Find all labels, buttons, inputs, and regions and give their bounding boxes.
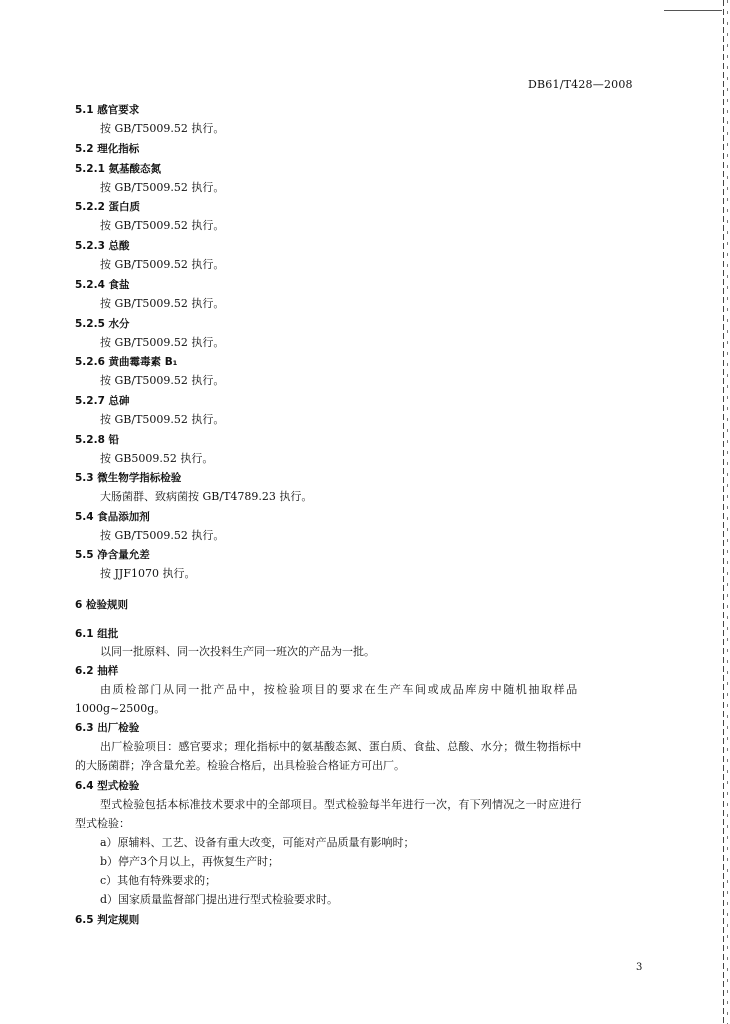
heading-5-2-6: 5.2.6 黄曲霉毒素 B₁ — [75, 356, 178, 368]
body-5-2-6: 按 GB/T5009.52 执行。 — [100, 374, 225, 387]
body-5-5: 按 JJF1070 执行。 — [100, 567, 196, 580]
body-6-4-line2: 型式检验： — [75, 817, 130, 830]
body-5-2-4: 按 GB/T5009.52 执行。 — [100, 297, 225, 310]
heading-6-1: 6.1 组批 — [75, 628, 119, 640]
page-edge-scan-mark — [723, 0, 724, 1024]
list-item-d: d）国家质量监督部门提出进行型式检验要求时。 — [100, 893, 339, 906]
heading-5-2-5: 5.2.5 水分 — [75, 318, 130, 330]
heading-5-5: 5.5 净含量允差 — [75, 549, 150, 561]
heading-6: 6 检验规则 — [75, 599, 128, 611]
body-5-3: 大肠菌群、致病菌按 GB/T4789.23 执行。 — [100, 490, 313, 503]
heading-5-2-2: 5.2.2 蛋白质 — [75, 201, 141, 213]
heading-5-2-3: 5.2.3 总酸 — [75, 240, 130, 252]
heading-5-1: 5.1 感官要求 — [75, 104, 140, 116]
body-5-2-2: 按 GB/T5009.52 执行。 — [100, 219, 225, 232]
top-rule — [664, 10, 722, 11]
heading-6-3: 6.3 出厂检验 — [75, 722, 140, 734]
page-edge-scan-mark-2 — [727, 0, 728, 1024]
body-6-2-line2: 1000g~2500g。 — [75, 702, 166, 715]
body-6-3-line1: 出厂检验项目：感官要求；理化指标中的氨基酸态氮、蛋白质、食盐、总酸、水分；微生物指标中 — [100, 740, 582, 753]
body-5-2-7: 按 GB/T5009.52 执行。 — [100, 413, 225, 426]
heading-5-4: 5.4 食品添加剂 — [75, 511, 150, 523]
body-6-2-line1: 由质检部门从同一批产品中，按检验项目的要求在生产车间或成品库房中随机抽取样品 — [100, 683, 579, 696]
list-item-b: b）停产3个月以上，再恢复生产时； — [100, 855, 280, 868]
body-6-4-line1: 型式检验包括本标准技术要求中的全部项目。型式检验每半年进行一次，有下列情况之一时应进行 — [100, 798, 582, 811]
doc-id-header: DB61/T428—2008 — [528, 78, 633, 91]
heading-5-2-8: 5.2.8 铅 — [75, 434, 120, 446]
body-5-4: 按 GB/T5009.52 执行。 — [100, 529, 225, 542]
body-6-1: 以同一批原料、同一次投料生产同一班次的产品为一批。 — [100, 645, 375, 658]
list-item-c: c）其他有特殊要求的； — [100, 874, 217, 887]
body-6-3-line2: 的大肠菌群；净含量允差。检验合格后，出具检验合格证方可出厂。 — [75, 759, 405, 772]
body-5-2-1: 按 GB/T5009.52 执行。 — [100, 181, 225, 194]
body-5-2-5: 按 GB/T5009.52 执行。 — [100, 336, 225, 349]
heading-5-3: 5.3 微生物学指标检验 — [75, 472, 182, 484]
list-item-a: a）原辅料、工艺、设备有重大改变，可能对产品质量有影响时； — [100, 836, 415, 849]
body-5-1: 按 GB/T5009.52 执行。 — [100, 122, 225, 135]
heading-5-2-1: 5.2.1 氨基酸态氮 — [75, 163, 162, 175]
heading-6-5: 6.5 判定规则 — [75, 914, 140, 926]
heading-5-2-7: 5.2.7 总砷 — [75, 395, 130, 407]
body-5-2-8: 按 GB5009.52 执行。 — [100, 452, 214, 465]
body-5-2-3: 按 GB/T5009.52 执行。 — [100, 258, 225, 271]
heading-6-4: 6.4 型式检验 — [75, 780, 140, 792]
heading-6-2: 6.2 抽样 — [75, 665, 119, 677]
heading-5-2-4: 5.2.4 食盐 — [75, 279, 130, 291]
heading-5-2: 5.2 理化指标 — [75, 143, 140, 155]
page-number: 3 — [636, 962, 643, 973]
